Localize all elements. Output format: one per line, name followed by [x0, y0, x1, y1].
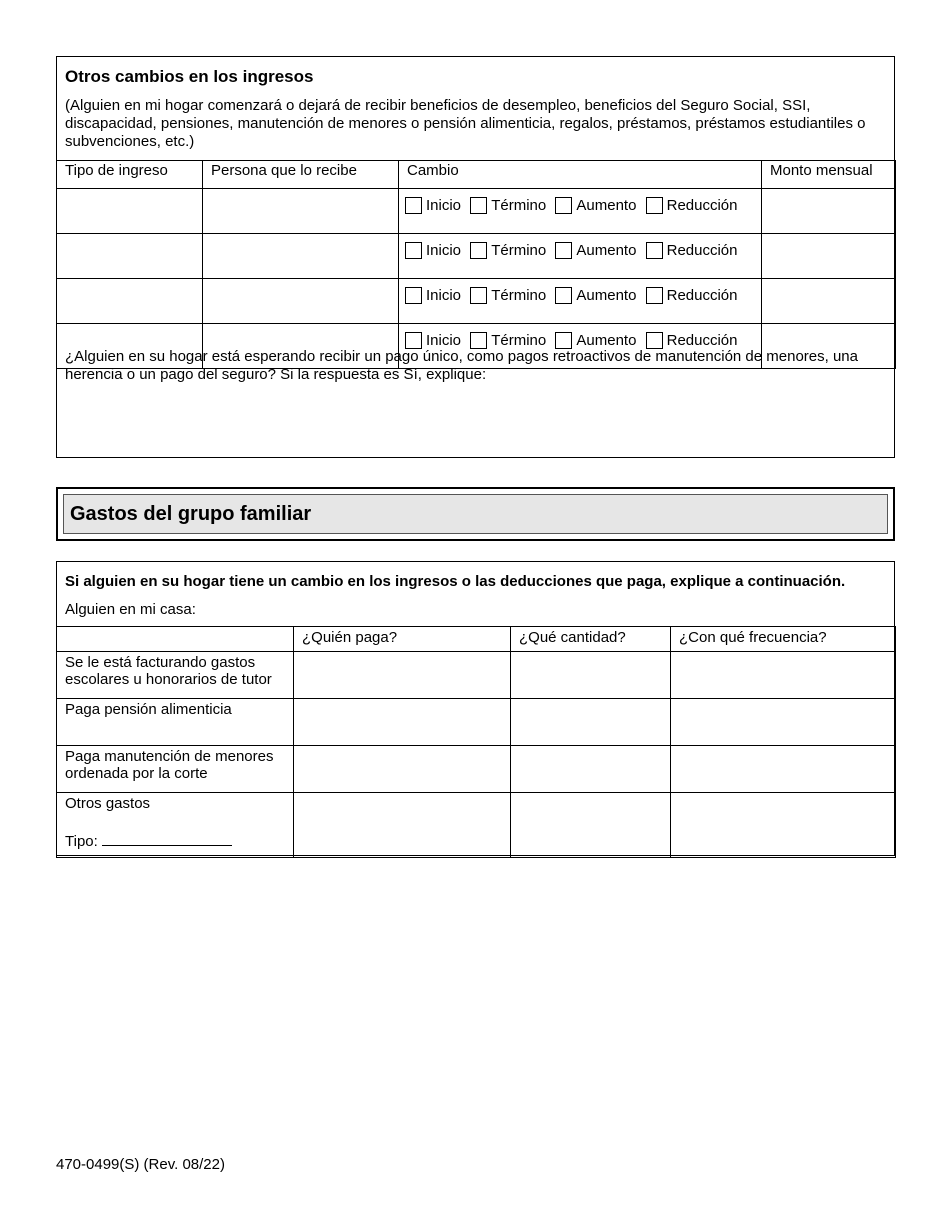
reduccion-label: Reducción	[666, 332, 738, 349]
inicio-label: Inicio	[426, 332, 462, 349]
aumento-label: Aumento	[576, 332, 637, 349]
termino-label: Término	[491, 197, 547, 214]
header-frecuencia: ¿Con qué frecuencia?	[671, 627, 896, 652]
inicio-checkbox[interactable]	[405, 242, 422, 259]
aumento-checkbox[interactable]	[555, 332, 572, 349]
frecuencia-field[interactable]	[671, 746, 896, 793]
table-row	[57, 279, 896, 324]
monto-field[interactable]	[762, 189, 896, 234]
reduccion-checkbox[interactable]	[646, 287, 663, 304]
aumento-label: Aumento	[576, 197, 637, 214]
expense-label: Otros gastos	[65, 795, 151, 812]
aumento-checkbox[interactable]	[555, 197, 572, 214]
header-cambio: Cambio	[399, 161, 762, 189]
lump-sum-question: ¿Alguien en su hogar está esperando recibir un pago único, como pagos retroactivos de manutención de menores, una herencia o un pago del seguro? Si la respuesta es Sí, explique:	[65, 348, 858, 383]
household-expenses-title: Gastos del grupo familiar	[70, 503, 312, 525]
reduccion-checkbox[interactable]	[646, 242, 663, 259]
termino-label: Término	[491, 332, 547, 349]
quien-paga-field[interactable]	[294, 652, 511, 699]
cantidad-field[interactable]	[511, 793, 671, 858]
persona-field[interactable]	[203, 189, 399, 234]
table-header-row	[57, 627, 896, 652]
inicio-checkbox[interactable]	[405, 332, 422, 349]
termino-checkbox[interactable]	[470, 242, 487, 259]
monto-field[interactable]	[762, 234, 896, 279]
termino-checkbox[interactable]	[470, 197, 487, 214]
cambio-options	[399, 189, 762, 234]
reduccion-checkbox[interactable]	[646, 332, 663, 349]
cambio-options	[399, 279, 762, 324]
header-tipo-ingreso: Tipo de ingreso	[57, 161, 203, 189]
income-changes-description: (Alguien en mi hogar comenzará o dejará de recibir beneficios de desempleo, beneficios del Seguro Social, SSI, discapacidad, pensiones, manutención de menores o pensión alimenticia, regalos, préstamos, préstamos estudiantiles o subvenciones, etc.)	[65, 97, 866, 150]
table-row	[57, 234, 896, 279]
expense-label: Se le está facturando gastos escolares u honorarios de tutor	[57, 652, 294, 699]
aumento-checkbox[interactable]	[555, 287, 572, 304]
cambio-options	[399, 234, 762, 279]
aumento-label: Aumento	[576, 242, 637, 259]
aumento-label: Aumento	[576, 287, 637, 304]
monto-field[interactable]	[762, 279, 896, 324]
expense-label: Paga manutención de menores ordenada por la corte	[57, 746, 294, 793]
header-quien-paga: ¿Quién paga?	[294, 627, 511, 652]
reduccion-label: Reducción	[666, 287, 738, 304]
table-row	[57, 189, 896, 234]
banner-inner	[63, 494, 888, 534]
table-row	[57, 652, 896, 699]
cantidad-field[interactable]	[511, 746, 671, 793]
quien-paga-field[interactable]	[294, 793, 511, 858]
header-blank	[57, 627, 294, 652]
table-header-row	[57, 161, 896, 189]
other-expense-cell	[57, 793, 294, 858]
form-number: 470-0499(S) (Rev. 08/22)	[56, 1156, 225, 1173]
table-row	[57, 699, 896, 746]
tipo-ingreso-field[interactable]	[57, 234, 203, 279]
table-row	[57, 793, 896, 858]
household-expenses-section	[56, 561, 895, 856]
header-persona: Persona que lo recibe	[203, 161, 399, 189]
persona-field[interactable]	[203, 279, 399, 324]
aumento-checkbox[interactable]	[555, 242, 572, 259]
reduccion-label: Reducción	[666, 242, 738, 259]
income-changes-section	[56, 56, 895, 458]
tipo-ingreso-field[interactable]	[57, 279, 203, 324]
inicio-label: Inicio	[426, 197, 462, 214]
cantidad-field[interactable]	[511, 652, 671, 699]
expenses-table	[56, 626, 896, 858]
other-type-input[interactable]	[102, 832, 232, 846]
header-que-cantidad: ¿Qué cantidad?	[511, 627, 671, 652]
termino-checkbox[interactable]	[470, 287, 487, 304]
table-row	[57, 746, 896, 793]
inicio-checkbox[interactable]	[405, 287, 422, 304]
income-changes-title: Otros cambios en los ingresos	[65, 67, 314, 86]
frecuencia-field[interactable]	[671, 793, 896, 858]
inicio-label: Inicio	[426, 287, 462, 304]
other-type-label: Tipo:	[65, 833, 98, 850]
header-monto: Monto mensual	[762, 161, 896, 189]
termino-checkbox[interactable]	[470, 332, 487, 349]
quien-paga-field[interactable]	[294, 746, 511, 793]
inicio-label: Inicio	[426, 242, 462, 259]
quien-paga-field[interactable]	[294, 699, 511, 746]
persona-field[interactable]	[203, 234, 399, 279]
inicio-checkbox[interactable]	[405, 197, 422, 214]
household-expenses-banner	[56, 487, 895, 541]
reduccion-label: Reducción	[666, 197, 738, 214]
income-changes-table	[56, 160, 896, 369]
expense-label: Paga pensión alimenticia	[57, 699, 294, 746]
other-type	[65, 832, 285, 850]
cantidad-field[interactable]	[511, 699, 671, 746]
termino-label: Término	[491, 287, 547, 304]
frecuencia-field[interactable]	[671, 699, 896, 746]
expenses-intro: Si alguien en su hogar tiene un cambio en los ingresos o las deducciones que paga, explique a continuación.	[65, 573, 846, 590]
frecuencia-field[interactable]	[671, 652, 896, 699]
termino-label: Término	[491, 242, 547, 259]
tipo-ingreso-field[interactable]	[57, 189, 203, 234]
reduccion-checkbox[interactable]	[646, 197, 663, 214]
expenses-subintro: Alguien en mi casa:	[65, 601, 196, 618]
